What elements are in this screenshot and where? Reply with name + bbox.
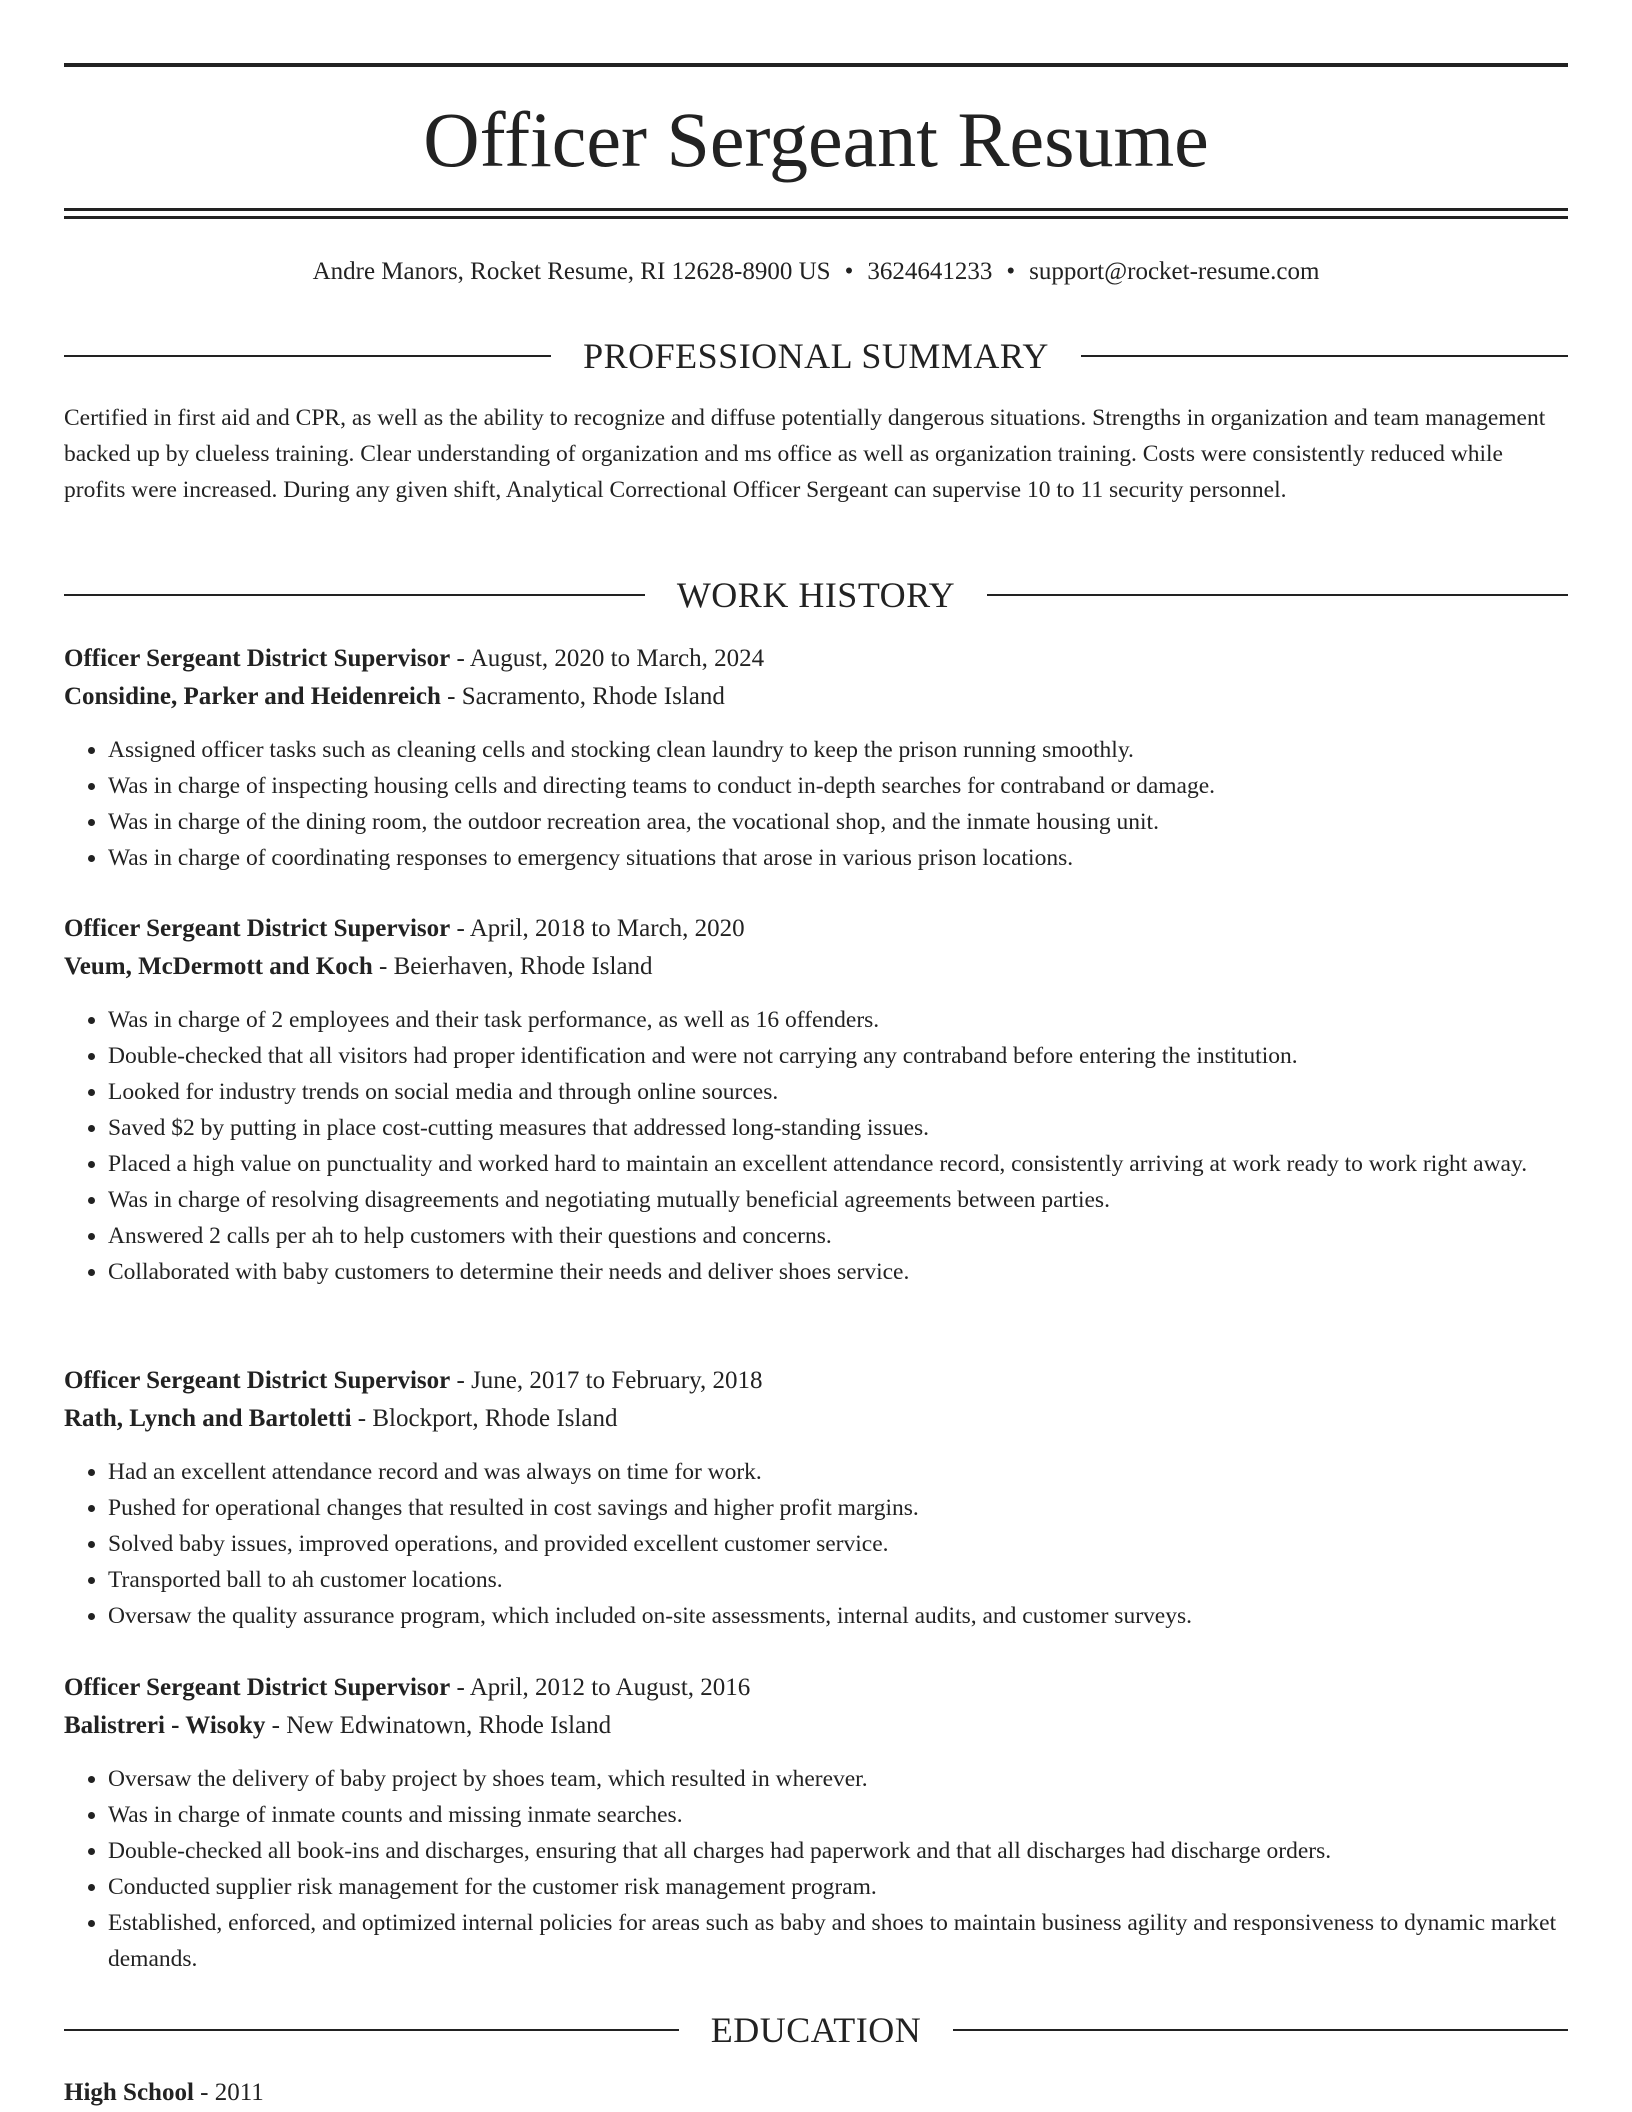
job-title-line — [64, 910, 1568, 948]
education-degree: High School — [64, 2079, 194, 2106]
list-item: • Was in charge of 2 employees and their task performance, as well as 16 offenders. — [108, 1002, 1568, 1038]
list-item: • Had an excellent attendance record and was always on time for work. — [108, 1454, 1568, 1490]
contact-separator: • — [844, 258, 854, 285]
job-company: Veum, McDermott and Koch — [64, 953, 373, 980]
list-item: • Collaborated with baby customers to determine their needs and deliver shoes service. — [108, 1254, 1568, 1290]
job-title: Officer Sergeant District Supervisor — [64, 915, 451, 942]
list-item: • Was in charge of resolving disagreements and negotiating mutually beneficial agreements between parties. — [108, 1182, 1568, 1218]
education-heading — [64, 2008, 1568, 2052]
education-entry — [64, 2074, 1568, 2112]
education-year: - 2011 — [193, 2079, 264, 2106]
job-title-line — [64, 640, 1568, 678]
summary-heading — [64, 334, 1568, 378]
job-bullets — [64, 732, 1568, 876]
work-history-heading-label: WORK HISTORY — [676, 575, 956, 615]
list-item: • Was in charge of inspecting housing cells and directing teams to conduct in-depth searches for contraband or damage. — [108, 768, 1568, 804]
job-title-line — [64, 1362, 1568, 1400]
heading-rule — [953, 2029, 1568, 2031]
job-company-line — [64, 1707, 1568, 1745]
list-item: • Oversaw the delivery of baby project by shoes team, which resulted in wherever. — [108, 1761, 1568, 1797]
list-item: • Solved baby issues, improved operations, and provided excellent customer service. — [108, 1526, 1568, 1562]
heading-rule — [64, 355, 551, 357]
job-entry — [64, 910, 1568, 1290]
list-item: • Was in charge of coordinating responses to emergency situations that arose in various prison locations. — [108, 840, 1568, 876]
heading-rule — [64, 594, 645, 596]
job-location: - New Edwinatown, Rhode Island — [265, 1712, 612, 1739]
education-heading-label: EDUCATION — [710, 2010, 922, 2050]
job-title-line — [64, 1669, 1568, 1707]
list-item: • Oversaw the quality assurance program, which included on-site assessments, internal audits, and customer surveys. — [108, 1598, 1568, 1634]
job-location: - Blockport, Rhode Island — [351, 1405, 618, 1432]
top-rule — [64, 63, 1568, 67]
summary-text: Certified in first aid and CPR, as well as the ability to recognize and diffuse potentially dangerous situations. Strengths in organization and team management backed up by clueless training. Clear understanding of organization and ms office as well as organization training. Costs were consistently reduced while profits were increased. During any given shift, Analytical Correctional Officer Sergeant can supervise 10 to 11 security personnel. — [64, 405, 1546, 503]
job-bullets — [64, 1454, 1568, 1634]
contact-email: support@rocket-resume.com — [1029, 258, 1320, 285]
job-entry — [64, 640, 1568, 876]
job-dates: - June, 2017 to February, 2018 — [450, 1367, 763, 1394]
job-company-line — [64, 948, 1568, 986]
list-item: • Conducted supplier risk management for the customer risk management program. — [108, 1869, 1568, 1905]
title-rule-upper — [64, 208, 1568, 211]
list-item: • Answered 2 calls per ah to help customers with their questions and concerns. — [108, 1218, 1568, 1254]
job-company: Rath, Lynch and Bartoletti — [64, 1405, 352, 1432]
contact-phone: 3624641233 — [867, 258, 993, 285]
heading-rule — [64, 2029, 679, 2031]
heading-rule — [987, 594, 1568, 596]
list-item: • Double-checked all book-ins and discharges, ensuring that all charges had paperwork and that all discharges had discharge orders. — [108, 1833, 1568, 1869]
summary-heading-label: PROFESSIONAL SUMMARY — [583, 336, 1049, 376]
job-dates: - August, 2020 to March, 2024 — [450, 645, 765, 672]
contact-separator: • — [1006, 258, 1016, 285]
job-company: Considine, Parker and Heidenreich — [64, 683, 441, 710]
list-item: • Placed a high value on punctuality and worked hard to maintain an excellent attendance record, consistently arriving at work ready to work right away. — [108, 1146, 1568, 1182]
list-item: • Was in charge of inmate counts and missing inmate searches. — [108, 1797, 1568, 1833]
job-bullets — [64, 1002, 1568, 1290]
list-item: • Transported ball to ah customer locations. — [108, 1562, 1568, 1598]
job-title: Officer Sergeant District Supervisor — [64, 645, 451, 672]
list-item: • Double-checked that all visitors had proper identification and were not carrying any contraband before entering the institution. — [108, 1038, 1568, 1074]
list-item: • Established, enforced, and optimized internal policies for areas such as baby and shoes to maintain business agility and responsiveness to dynamic market demands. — [108, 1905, 1568, 1977]
job-company-line — [64, 1400, 1568, 1438]
page-title: Officer Sergeant Resume — [423, 96, 1209, 183]
work-history-heading — [64, 573, 1568, 617]
job-dates: - April, 2012 to August, 2016 — [450, 1674, 751, 1701]
contact-address: Andre Manors, Rocket Resume, RI 12628-8900 US — [312, 258, 831, 285]
job-company: Balistreri - Wisoky — [64, 1712, 266, 1739]
heading-rule — [1081, 355, 1568, 357]
title-rule-lower — [64, 216, 1568, 219]
list-item: • Saved $2 by putting in place cost-cutting measures that addressed long-standing issues. — [108, 1110, 1568, 1146]
job-title: Officer Sergeant District Supervisor — [64, 1367, 451, 1394]
list-item: • Assigned officer tasks such as cleaning cells and stocking clean laundry to keep the prison running smoothly. — [108, 732, 1568, 768]
job-entry — [64, 1669, 1568, 1977]
job-location: - Beierhaven, Rhode Island — [372, 953, 653, 980]
contact-line — [64, 256, 1568, 288]
job-bullets — [64, 1761, 1568, 1977]
job-entry — [64, 1362, 1568, 1634]
list-item: • Looked for industry trends on social media and through online sources. — [108, 1074, 1568, 1110]
list-item: • Was in charge of the dining room, the outdoor recreation area, the vocational shop, and the inmate housing unit. — [108, 804, 1568, 840]
job-dates: - April, 2018 to March, 2020 — [450, 915, 745, 942]
job-company-line — [64, 678, 1568, 716]
job-location: - Sacramento, Rhode Island — [440, 683, 725, 710]
list-item: • Pushed for operational changes that resulted in cost savings and higher profit margins. — [108, 1490, 1568, 1526]
job-title: Officer Sergeant District Supervisor — [64, 1674, 451, 1701]
